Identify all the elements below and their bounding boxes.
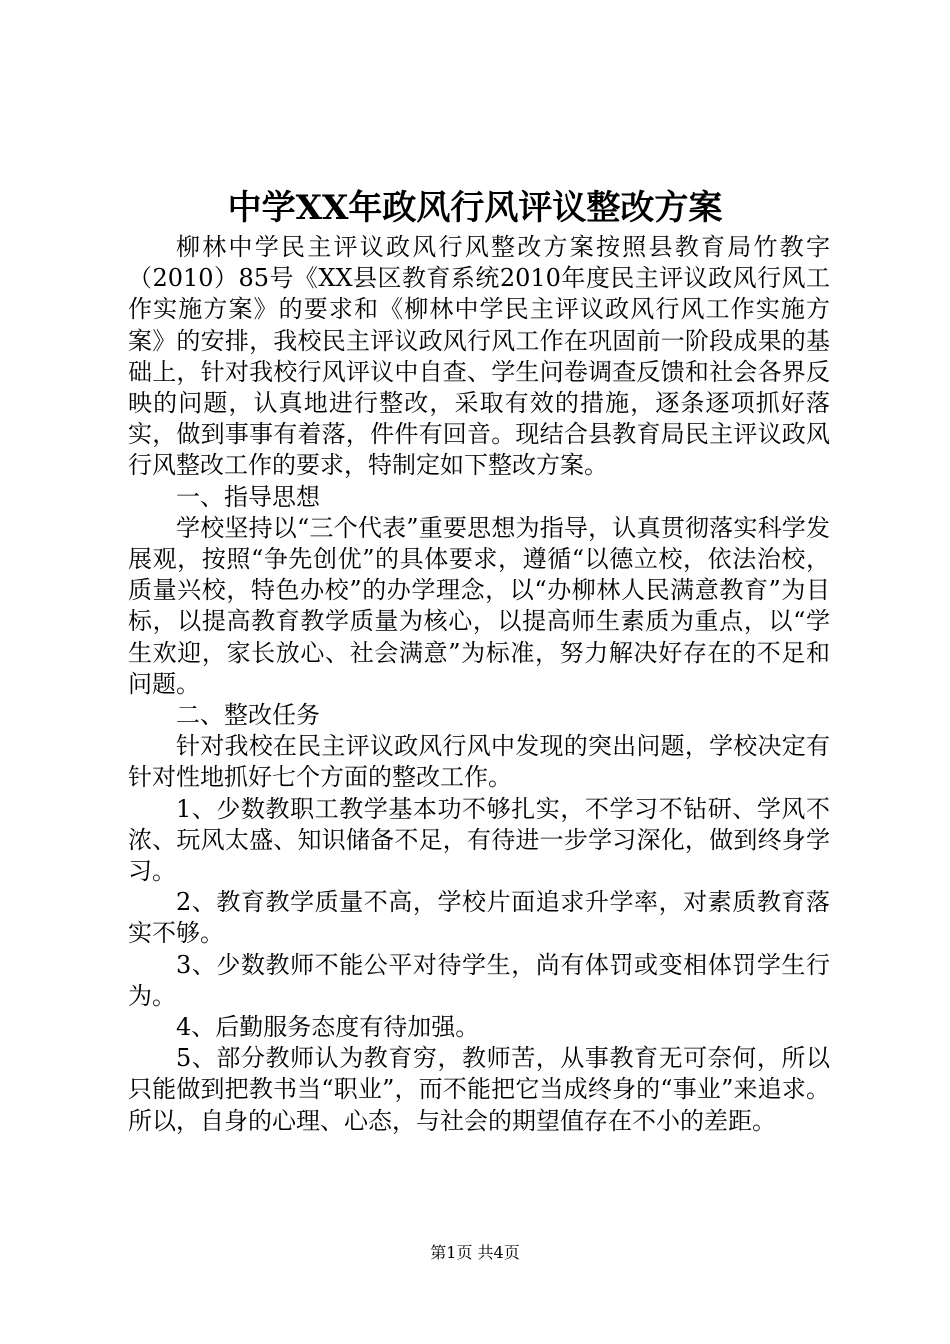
task-item-3: 3、少数教师不能公平对待学生，尚有体罚或变相体罚学生行为。 [128, 950, 830, 1010]
rectification-tasks-paragraph: 针对我校在民主评议政风行风中发现的突出问题，学校决定有针对性地抓好七个方面的整改工作。 [128, 732, 830, 792]
guiding-ideology-paragraph: 学校坚持以“三个代表”重要思想为指导，认真贯彻落实科学发展观，按照“争先创优”的具体要求，遵循“以德立校，依法治校，质量兴校，特色办校”的办学理念，以“办柳林人民满意教育”为目标，以提高教育教学质量为核心，以提高师生素质为重点，以“学生欢迎，家长放心、社会满意”为标准，努力解决好存在的不足和问题。 [128, 513, 830, 698]
task-item-5: 5、部分教师认为教育穷，教师苦，从事教育无可奈何，所以只能做到把教书当“职业”，而不能把它当成终身的“事业”来追求。所以，自身的心理、心态，与社会的期望值存在不小的差距。 [128, 1044, 830, 1135]
task-item-1: 1、少数教职工教学基本功不够扎实，不学习不钻研、学风不浓、玩风太盛、知识储备不足，有待进一步学习深化，做到终身学习。 [128, 794, 830, 886]
section-heading-rectification-tasks: 二、整改任务 [176, 701, 320, 730]
page-number-footer: 第1页 共4页 [430, 1243, 520, 1262]
section-heading-guiding-ideology: 一、指导思想 [176, 482, 320, 511]
document-body [128, 232, 830, 1137]
task-item-4: 4、后勤服务态度有待加强。 [176, 1013, 480, 1042]
intro-paragraph: 柳林中学民主评议政风行风整改方案按照县教育局竹教字（2010）85号《XX县区教育系统2010年度民主评议政风行风工作实施方案》的要求和《柳林中学民主评议政风行风工作实施方案》的安排，我校民主评议政风行风工作在巩固前一阶段成果的基础上，针对我校行风评议中自查、学生问卷调查反馈和社会各界反映的问题，认真地进行整改，采取有效的措施，逐条逐项抓好落实，做到事事有着落，件件有回音。现结合县教育局民主评议政风行风整改工作的要求，特制定如下整改方案。 [128, 233, 830, 480]
task-item-2: 2、教育教学质量不高，学校片面追求升学率，对素质教育落实不够。 [128, 888, 830, 948]
document-title: 中学XX年政风行风评议整改方案 [227, 188, 723, 228]
